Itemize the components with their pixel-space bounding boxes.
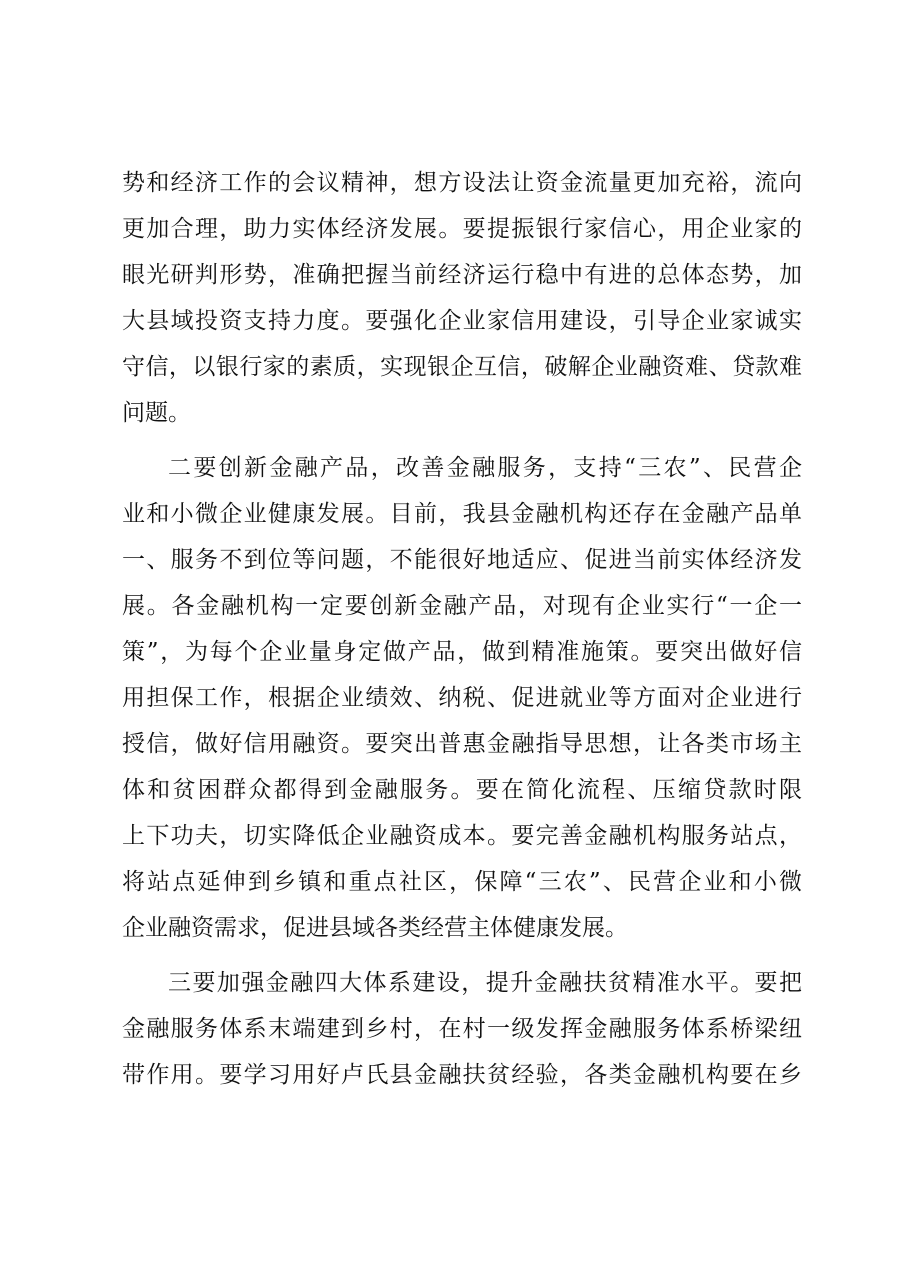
text-line: 金融服务体系末端建到乡村，在村一级发挥金融服务体系桥梁纽 [122,1016,802,1042]
text-line: 展。各金融机构一定要创新金融产品，对现有企业实行“一企一 [122,593,802,619]
text-line: 二要创新金融产品，改善金融服务，支持“三农”、民营企 [168,455,802,481]
text-line: 势和经济工作的会议精神，想方设法让资金流量更加充裕，流向 [122,170,802,196]
paragraph [122,960,802,1098]
text-line: 大县域投资支持力度。要强化企业家信用建设，引导企业家诚实 [122,308,802,334]
text-line: 三要加强金融四大体系建设，提升金融扶贫精准水平。要把 [168,970,802,996]
text-line: 授信，做好信用融资。要突出普惠金融指导思想，让各类市场主 [122,731,802,757]
paragraph-gap [122,436,802,445]
paragraph-gap [122,951,802,960]
text-line: 策”，为每个企业量身定做产品，做到精准施策。要突出做好信 [122,639,802,665]
text-line: 业和小微企业健康发展。目前，我县金融机构还存在金融产品单 [122,501,802,527]
paragraph [122,445,802,951]
text-line: 问题。 [122,400,191,426]
text-line: 体和贫困群众都得到金融服务。要在简化流程、压缩贷款时限 [122,777,802,803]
text-line: 用担保工作，根据企业绩效、纳税、促进就业等方面对企业进行 [122,685,802,711]
document-body [122,160,802,1098]
text-line: 守信，以银行家的素质，实现银企互信，破解企业融资难、贷款难 [122,354,802,380]
text-line: 上下功夫，切实降低企业融资成本。要完善金融机构服务站点， [122,823,802,849]
text-line: 眼光研判形势，准确把握当前经济运行稳中有进的总体态势，加 [122,262,802,288]
text-line: 带作用。要学习用好卢氏县金融扶贫经验，各类金融机构要在乡 [122,1062,802,1088]
text-line: 更加合理，助力实体经济发展。要提振银行家信心，用企业家的 [122,216,802,242]
text-line: 一、服务不到位等问题，不能很好地适应、促进当前实体经济发 [122,547,802,573]
paragraph [122,160,802,436]
text-line: 将站点延伸到乡镇和重点社区，保障“三农”、民营企业和小微 [122,869,802,895]
text-line: 企业融资需求，促进县域各类经营主体健康发展。 [122,915,628,941]
